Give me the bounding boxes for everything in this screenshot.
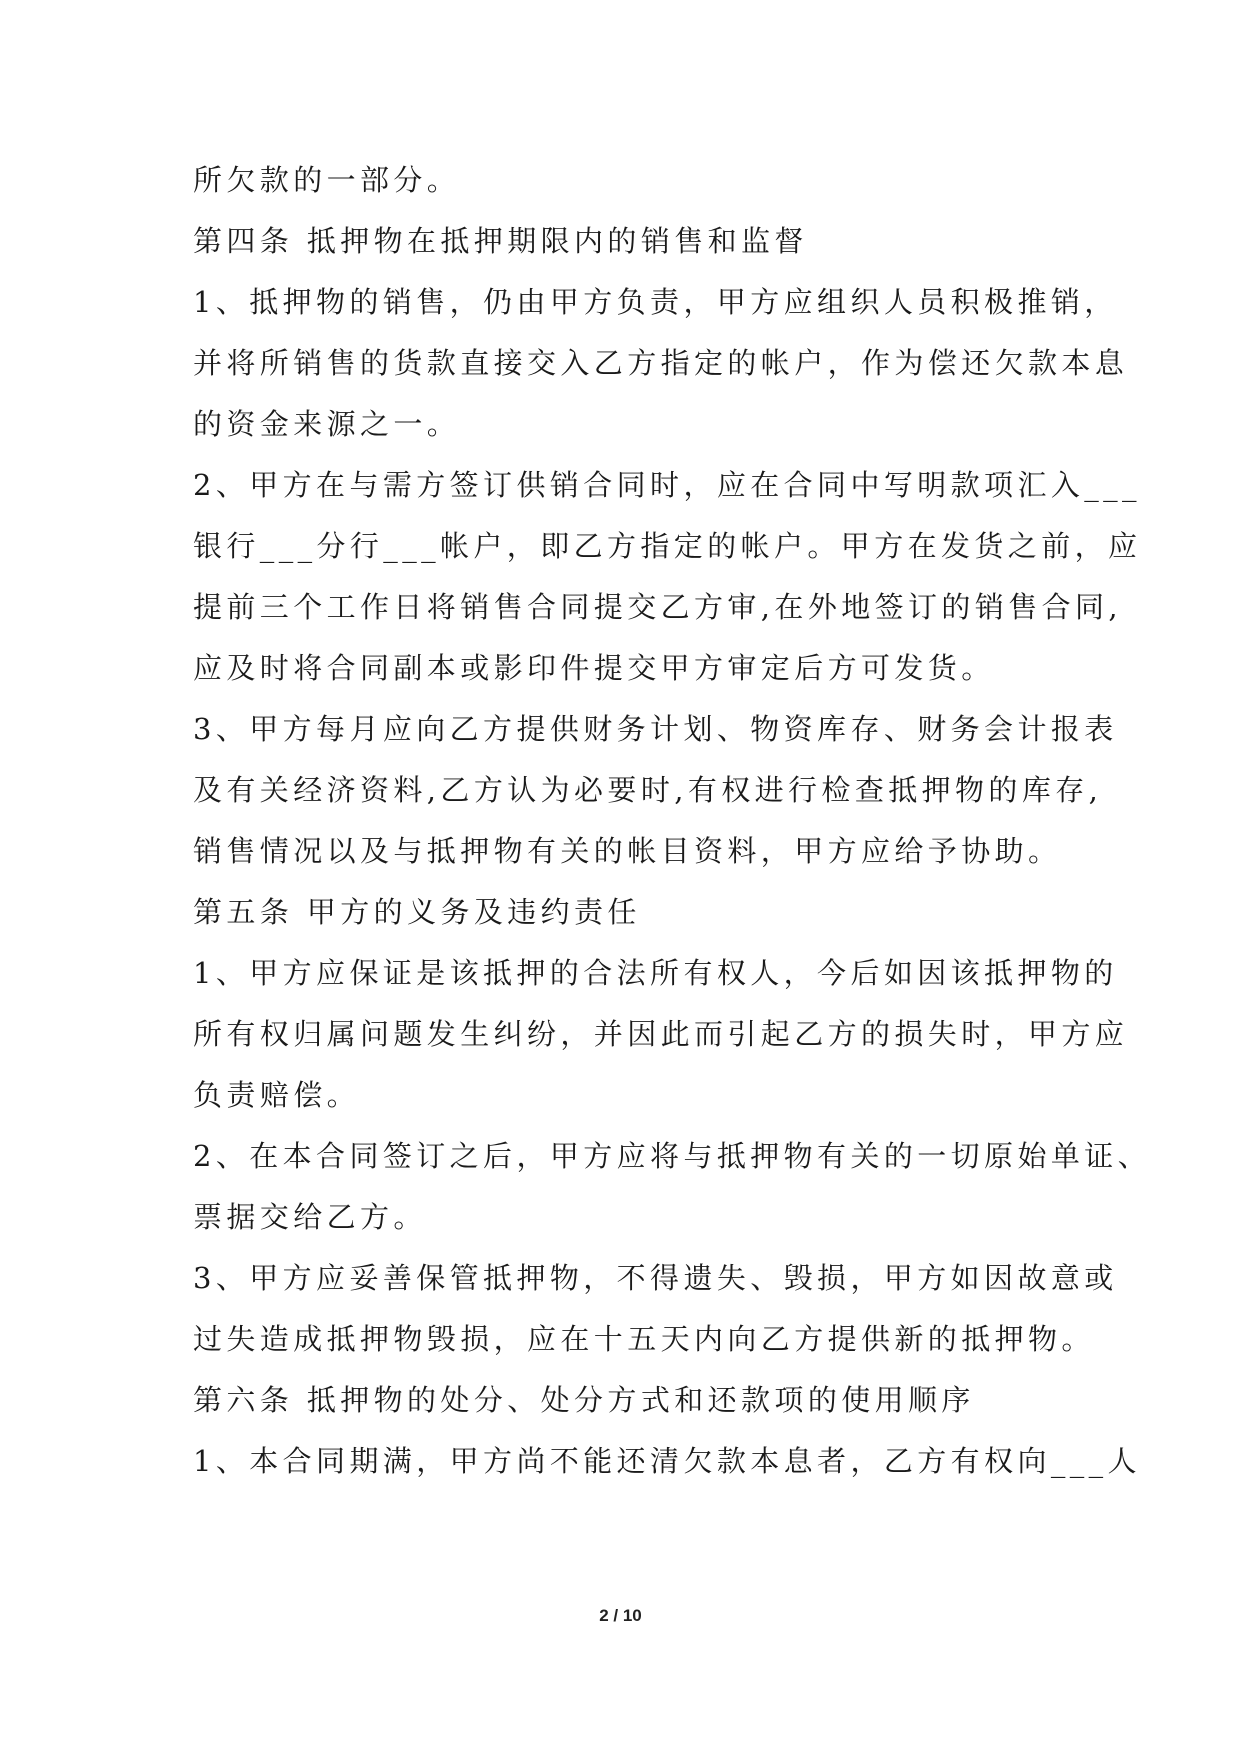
text-line: 票据交给乙方。 bbox=[193, 1200, 427, 1234]
text-line: 所有权归属问题发生纠纷，并因此而引起乙方的损失时，甲方应 bbox=[193, 1017, 1129, 1051]
text-line: 销售情况以及与抵押物有关的帐目资料，甲方应给予协助。 bbox=[193, 834, 1062, 868]
text-line: 及有关经济资料,乙方认为必要时,有权进行检查抵押物的库存, bbox=[193, 773, 1103, 807]
section-heading-article-6: 第六条 抵押物的处分、处分方式和还款项的使用顺序 bbox=[193, 1383, 975, 1417]
text-line: 银行___分行___帐户，即乙方指定的帐户。甲方在发货之前，应 bbox=[193, 529, 1142, 563]
section-heading-article-4: 第四条 抵押物在抵押期限内的销售和监督 bbox=[193, 224, 808, 258]
page-number: 2 / 10 bbox=[599, 1606, 642, 1625]
text-line: 并将所销售的货款直接交入乙方指定的帐户，作为偿还欠款本息 bbox=[193, 346, 1129, 380]
text-line: 过失造成抵押物毁损，应在十五天内向乙方提供新的抵押物。 bbox=[193, 1322, 1095, 1356]
section-heading-article-5: 第五条 甲方的义务及违约责任 bbox=[193, 895, 641, 929]
text-line: 1、抵押物的销售，仍由甲方负责，甲方应组织人员积极推销， bbox=[193, 285, 1118, 319]
text-line: 提前三个工作日将销售合同提交乙方审,在外地签订的销售合同, bbox=[193, 590, 1123, 624]
text-line: 2、甲方在与需方签订供销合同时，应在合同中写明款项汇入___ bbox=[193, 468, 1141, 502]
text-line: 应及时将合同副本或影印件提交甲方审定后方可发货。 bbox=[193, 651, 995, 685]
text-line: 所欠款的一部分。 bbox=[193, 163, 461, 197]
text-line: 1、甲方应保证是该抵押的合法所有权人，今后如因该抵押物的 bbox=[193, 956, 1118, 990]
text-line: 3、甲方每月应向乙方提供财务计划、物资库存、财务会计报表 bbox=[193, 712, 1118, 746]
document-body bbox=[193, 150, 1152, 1492]
text-line: 的资金来源之一。 bbox=[193, 407, 461, 441]
text-line: 负责赔偿。 bbox=[193, 1078, 361, 1112]
text-line: 3、甲方应妥善保管抵押物，不得遗失、毁损，甲方如因故意或 bbox=[193, 1261, 1118, 1295]
text-line: 1、本合同期满，甲方尚不能还清欠款本息者，乙方有权向___人 bbox=[193, 1444, 1141, 1478]
text-line: 2、在本合同签订之后，甲方应将与抵押物有关的一切原始单证、 bbox=[193, 1139, 1152, 1173]
